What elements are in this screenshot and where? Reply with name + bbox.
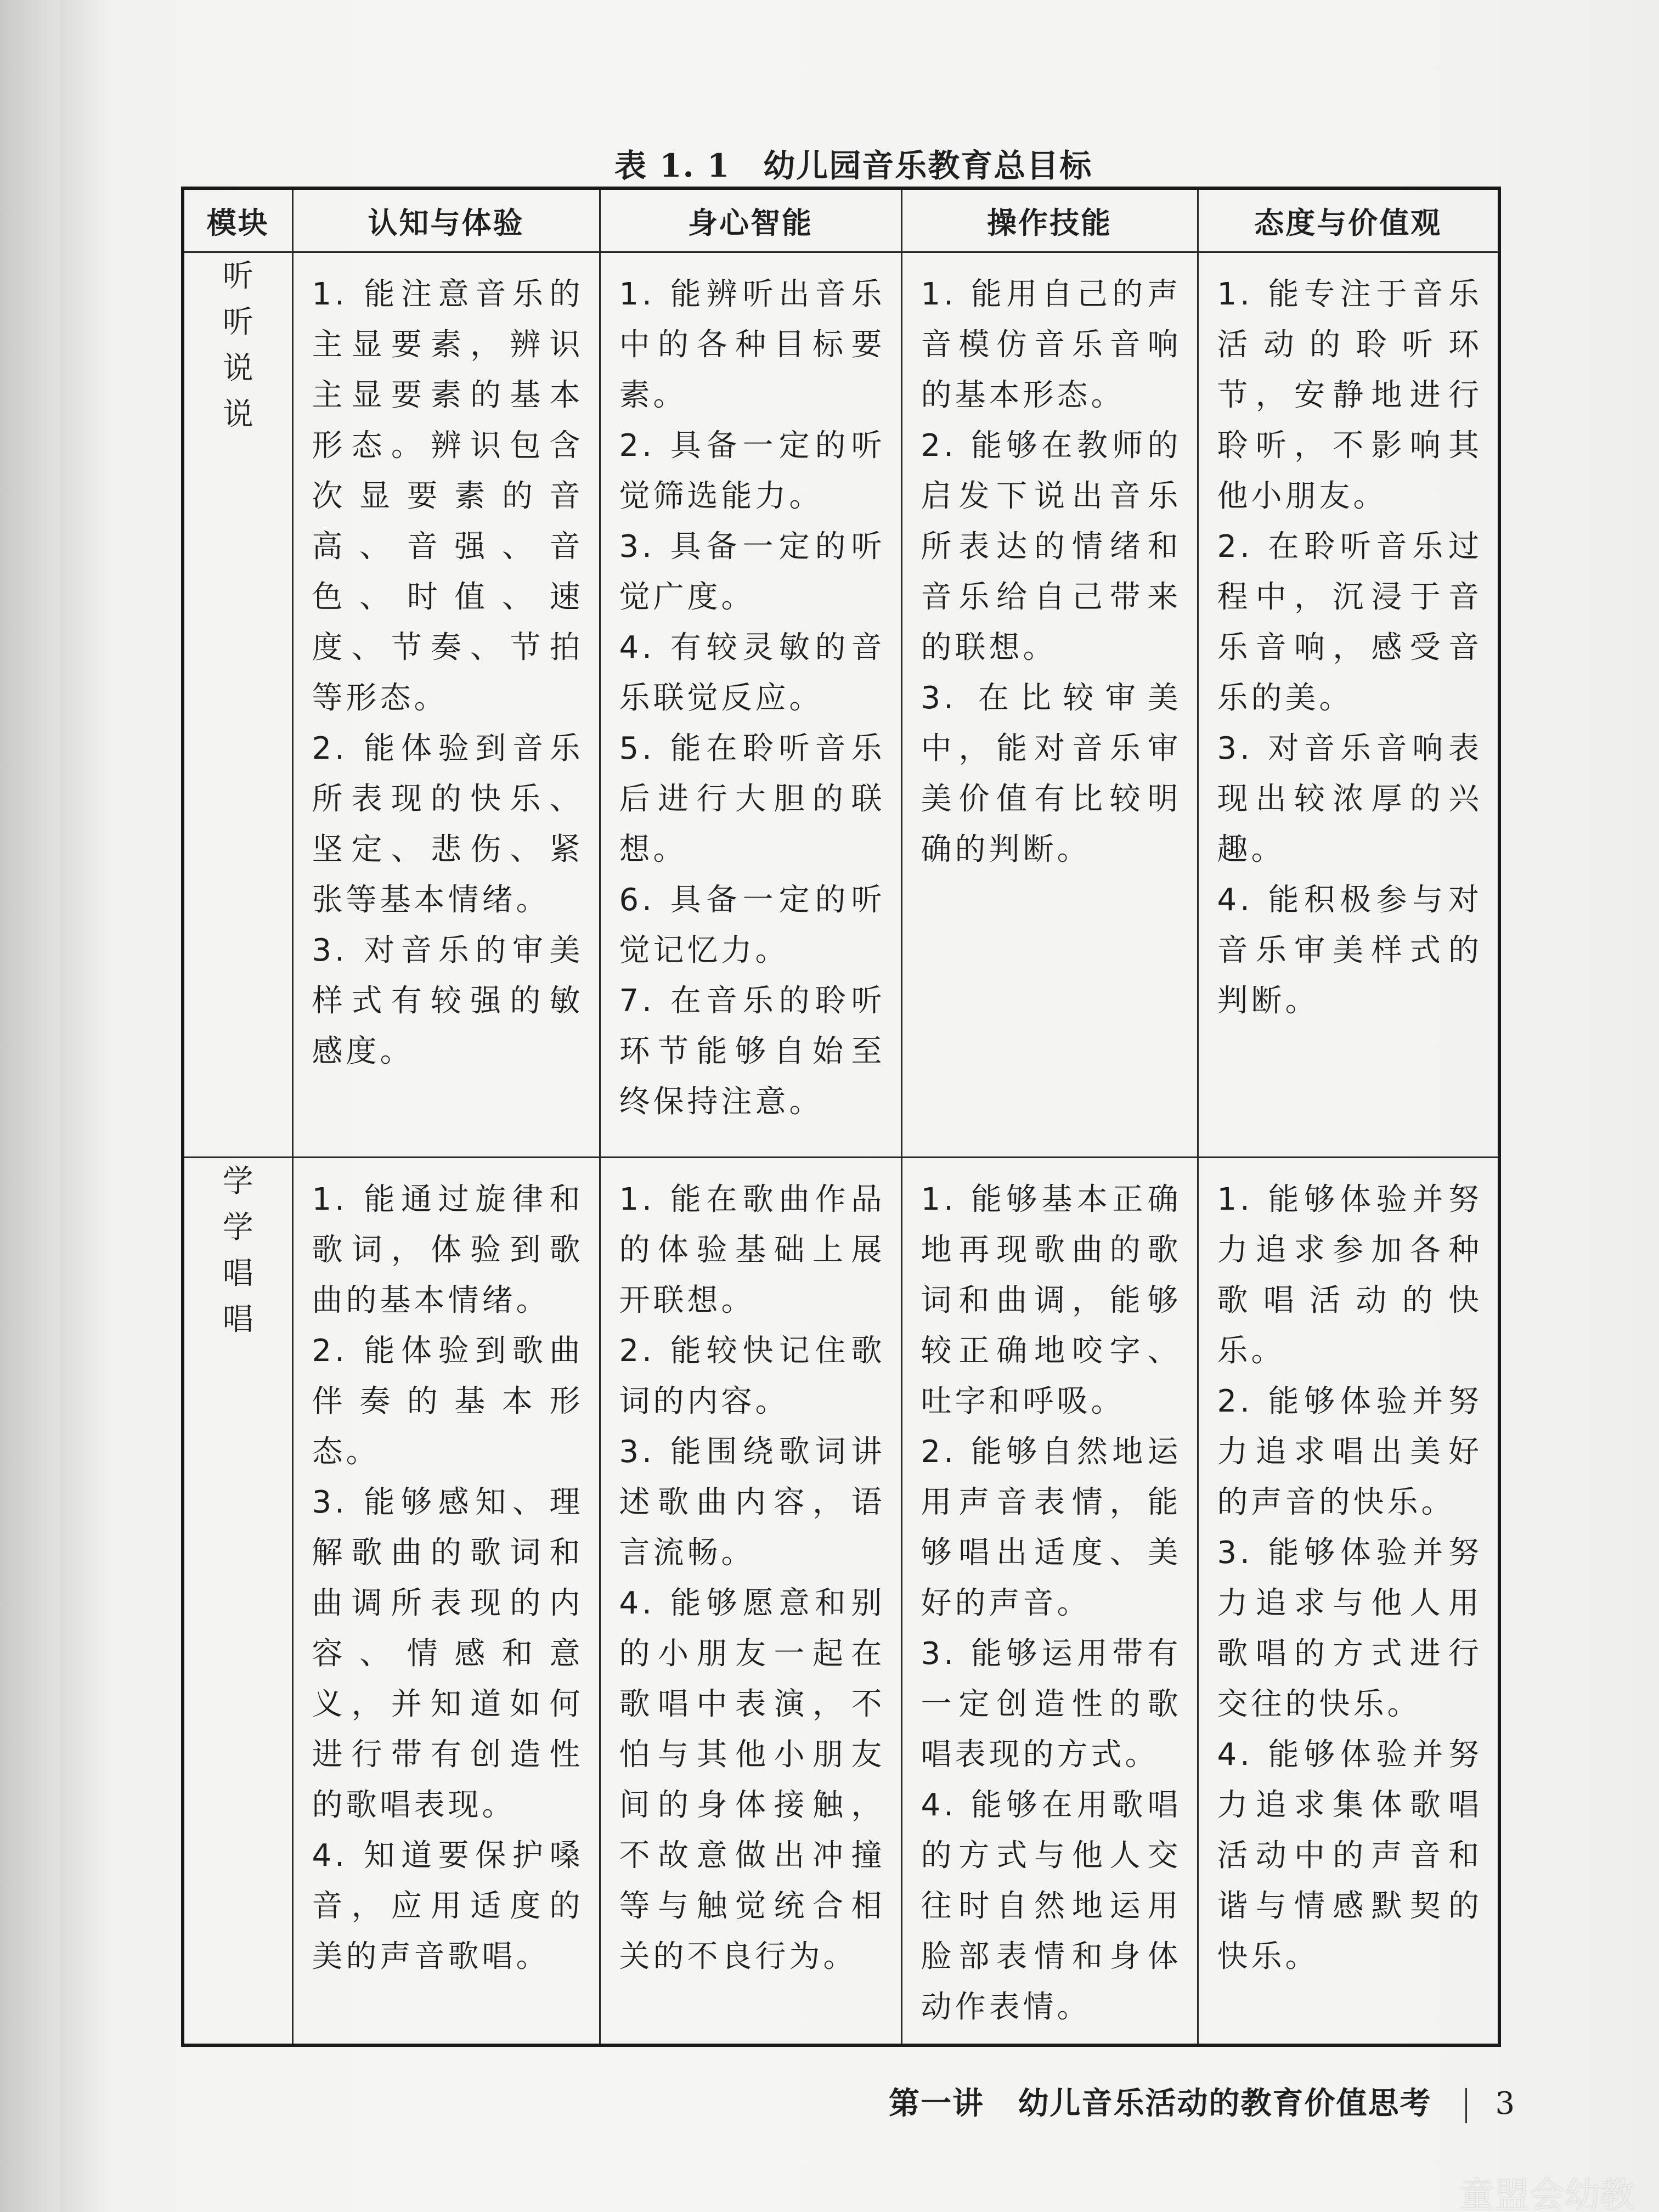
goal-item: 1. 能用自己的声音模仿音乐音响的基本形态。 — [921, 276, 1182, 413]
footer-chapter: 第一讲 — [889, 2086, 984, 2121]
goal-item: 3. 在比较审美中，能对音乐审美价值有比较明确的判断。 — [921, 680, 1182, 867]
goal-item: 4. 能够在用歌唱的方式与他人交往时自然地运用脸部表情和身体动作表情。 — [921, 1787, 1182, 2025]
page-number: 3 — [1495, 2086, 1516, 2121]
cell-singing-skills — [901, 1158, 1198, 2046]
goal-item: 4. 有较灵敏的音乐联觉反应。 — [619, 630, 885, 716]
goal-item: 2. 能体验到音乐所表现的快乐、坚定、悲伤、紧张等基本情绪。 — [312, 731, 584, 918]
goal-item: 2. 能够在教师的启发下说出音乐所表达的情绪和音乐给自己带来的联想。 — [921, 428, 1182, 665]
goal-item: 4. 能积极参与对音乐审美样式的判断。 — [1217, 882, 1482, 1019]
music-goals-table — [181, 187, 1501, 2047]
table-header-row — [183, 188, 1499, 252]
footer-title: 幼儿音乐活动的教育价值思考 — [1018, 2086, 1432, 2121]
watermark: 童盟会幼教 — [1459, 2175, 1635, 2212]
module-label-listening: 听 听 说 说 — [183, 252, 292, 1158]
goal-item: 4. 能够体验并努力追求集体歌唱活动中的声音和谐与情感默契的快乐。 — [1217, 1737, 1482, 1974]
table-caption-number: 表 1. 1 — [614, 147, 731, 184]
goal-item: 1. 能够体验并努力追求参加各种歌唱活动的快乐。 — [1217, 1182, 1482, 1369]
goal-item: 6. 具备一定的听觉记忆力。 — [619, 882, 885, 968]
goal-item: 2. 具备一定的听觉筛选能力。 — [619, 428, 885, 514]
header-skills: 操作技能 — [901, 188, 1198, 252]
goal-item: 1. 能够基本正确地再现歌曲的歌词和曲调，能够较正确地咬字、吐字和呼吸。 — [921, 1182, 1182, 1419]
goal-item: 3. 具备一定的听觉广度。 — [619, 529, 885, 615]
footer-separator — [1465, 2088, 1467, 2123]
goal-item: 1. 能辨听出音乐中的各种目标要素。 — [619, 276, 885, 413]
goal-item: 2. 能够自然地运用声音表情，能够唱出适度、美好的声音。 — [921, 1434, 1182, 1621]
cell-listening-attitude — [1198, 252, 1499, 1158]
goal-item: 3. 能够体验并努力追求与他人用歌唱的方式进行交往的快乐。 — [1217, 1535, 1482, 1722]
header-module: 模块 — [183, 188, 292, 252]
goal-item: 2. 能较快记住歌词的内容。 — [619, 1333, 885, 1419]
cell-listening-mind-body — [600, 252, 901, 1158]
goal-item: 3. 对音乐音响表现出较浓厚的兴趣。 — [1217, 731, 1482, 867]
book-spine-shadow — [0, 0, 60, 2212]
table-row-singing — [183, 1158, 1499, 2046]
goal-item: 1. 能专注于音乐活动的聆听环节，安静地进行聆听，不影响其他小朋友。 — [1217, 276, 1482, 514]
cell-listening-cognition — [292, 252, 600, 1158]
goal-item: 4. 知道要保护嗓音，应用适度的美的声音歌唱。 — [312, 1838, 584, 1974]
goal-item: 2. 能体验到歌曲伴奏的基本形态。 — [312, 1333, 584, 1470]
table-row-listening — [183, 252, 1499, 1158]
goal-item: 1. 能通过旋律和歌词，体验到歌曲的基本情绪。 — [312, 1182, 584, 1318]
goal-item: 3. 能够感知、理解歌曲的歌词和曲调所表现的内容、情感和意义，并知道如何进行带有创造性的歌唱表现。 — [312, 1485, 584, 1823]
header-cognition: 认知与体验 — [292, 188, 600, 252]
cell-singing-mind-body — [600, 1158, 901, 2046]
cell-singing-attitude — [1198, 1158, 1499, 2046]
goal-item: 5. 能在聆听音乐后进行大胆的联想。 — [619, 731, 885, 867]
cell-listening-skills — [901, 252, 1198, 1158]
goal-item: 2. 在聆听音乐过程中，沉浸于音乐音响，感受音乐的美。 — [1217, 529, 1482, 716]
table-caption — [614, 140, 1108, 186]
goal-item: 1. 能在歌曲作品的体验基础上展开联想。 — [619, 1182, 885, 1318]
goal-item: 7. 在音乐的聆听环节能够自始至终保持注意。 — [619, 983, 885, 1120]
goal-item: 2. 能够体验并努力追求唱出美好的声音的快乐。 — [1217, 1384, 1482, 1520]
header-mind-body: 身心智能 — [600, 188, 901, 252]
goal-item: 3. 能够运用带有一定创造性的歌唱表现的方式。 — [921, 1636, 1182, 1773]
module-label-singing: 学 学 唱 唱 — [183, 1158, 292, 2046]
goal-item: 3. 能围绕歌词讲述歌曲内容，语言流畅。 — [619, 1434, 885, 1571]
header-attitude: 态度与价值观 — [1198, 188, 1499, 252]
cell-singing-cognition — [292, 1158, 600, 2046]
goal-item: 3. 对音乐的审美样式有较强的敏感度。 — [312, 933, 584, 1069]
goal-item: 1. 能注意音乐的主显要素，辨识主显要素的基本形态。辨识包含次显要素的音高、音强、音色、时值、速度、节奏、节拍等形态。 — [312, 276, 584, 716]
page-footer — [889, 2079, 1516, 2123]
goal-item: 4. 能够愿意和别的小朋友一起在歌唱中表演，不怕与其他小朋友间的身体接触，不故意做出冲撞等与触觉统合相关的不良行为。 — [619, 1585, 885, 1974]
table-caption-title: 幼儿园音乐教育总目标 — [763, 147, 1093, 184]
